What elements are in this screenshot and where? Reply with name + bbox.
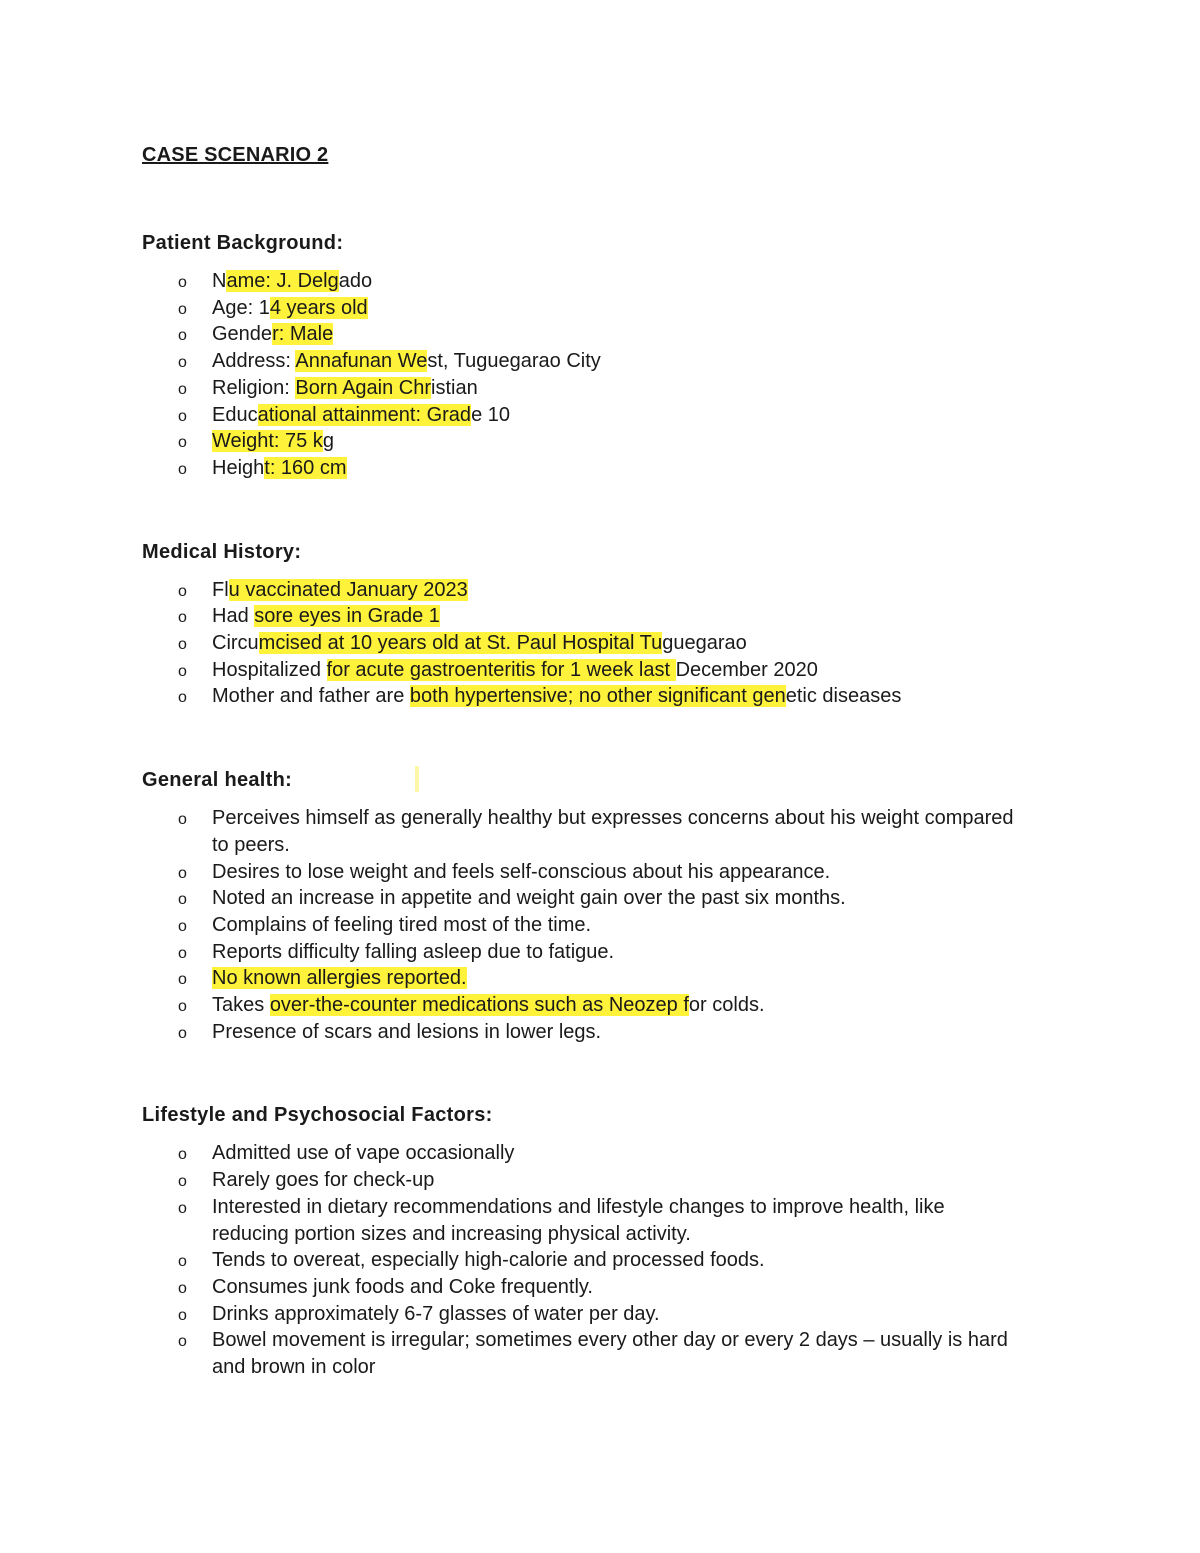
list-item <box>142 657 1042 684</box>
list-item <box>142 428 1042 455</box>
section-heading: Medical History: <box>142 540 302 563</box>
bullet-icon: o <box>178 460 187 478</box>
item-text: N <box>212 270 227 292</box>
item-text: Religion: <box>212 376 296 399</box>
item-text: Consumes junk foods and Coke frequently. <box>212 1275 593 1298</box>
section-general-health <box>142 765 1042 1045</box>
list-item <box>142 577 1042 604</box>
highlighted-text: u vaccinated January 2023 <box>228 578 468 601</box>
item-text: Drinks approximately 6-7 glasses of water per day. <box>212 1302 660 1325</box>
item-text: etic diseases <box>785 685 902 708</box>
item-text: guegarao <box>662 632 747 655</box>
bullet-icon: o <box>178 636 187 654</box>
item-text: Noted an increase in appetite and weight gain over the past six months. <box>212 887 846 910</box>
highlighted-text: over-the-counter medications such as Neozep f <box>269 994 689 1017</box>
item-text: Mother and father are <box>212 685 410 708</box>
list-item <box>142 1194 1042 1247</box>
list-item <box>142 402 1042 429</box>
item-text: e 10 <box>471 403 510 426</box>
list-item <box>142 1140 1042 1167</box>
bullet-icon: o <box>178 380 187 398</box>
item-text: Complains of feeling tired most of the time. <box>212 913 592 936</box>
list-item <box>142 912 1042 939</box>
item-text: Hospitalized <box>212 658 327 681</box>
bullet-icon: o <box>178 971 187 989</box>
bullet-icon: o <box>178 944 187 962</box>
list-item <box>142 295 1042 322</box>
list-item <box>142 375 1042 402</box>
highlighted-text: for acute gastroenteritis for 1 week last <box>326 658 676 681</box>
section-lifestyle-psychosocial <box>142 1100 1042 1380</box>
bullet-icon: o <box>178 434 187 452</box>
highlighted-text: ame: J. Delg <box>226 270 339 292</box>
highlighted-text: Annafunan We <box>295 350 428 373</box>
item-text: Age: 1 <box>212 296 270 319</box>
item-text: istian <box>431 376 478 399</box>
list-item <box>142 348 1042 375</box>
list-item <box>142 1301 1042 1328</box>
highlighted-text: Born Again Chr <box>295 376 432 399</box>
section-heading: Patient Background: <box>142 232 344 254</box>
item-text: Takes <box>212 994 270 1017</box>
bullet-icon: o <box>178 582 187 600</box>
bullet-icon: o <box>178 300 187 318</box>
highlighted-text: r: Male <box>272 323 334 346</box>
item-text: Bowel movement is irregular; sometimes every other day or every 2 days – usually is hard and brown in color <box>212 1329 1008 1379</box>
item-text: Address: <box>212 350 296 373</box>
document-page <box>142 140 1042 1381</box>
list-item <box>142 268 1042 295</box>
bullet-icon: o <box>178 1146 187 1164</box>
list-item <box>142 965 1042 992</box>
bullet-icon: o <box>178 327 187 345</box>
highlighted-text: mcised at 10 years old at St. Paul Hospital Tu <box>258 632 663 655</box>
bullet-icon: o <box>178 891 187 909</box>
list-item <box>142 683 1042 710</box>
bullet-icon: o <box>178 689 187 707</box>
bullet-icon: o <box>178 609 187 627</box>
section-heading: Lifestyle and Psychosocial Factors: <box>142 1104 493 1127</box>
item-text: Reports difficulty falling asleep due to fatigue. <box>212 940 615 963</box>
bullet-icon: o <box>178 1024 187 1042</box>
bullet-icon: o <box>178 1173 187 1191</box>
item-text: Presence of scars and lesions in lower legs. <box>212 1020 602 1043</box>
item-text: ado <box>338 270 373 292</box>
item-text: Tends to overeat, especially high-calorie and processed foods. <box>212 1249 765 1272</box>
list-item <box>142 1019 1042 1046</box>
bullet-icon: o <box>178 354 187 372</box>
list-item <box>142 1274 1042 1301</box>
section-heading: General health: <box>142 769 293 792</box>
item-text: g <box>322 430 334 453</box>
bullet-icon: o <box>178 1306 187 1324</box>
bullet-icon: o <box>178 662 187 680</box>
list-item <box>142 805 1042 858</box>
list-item <box>142 455 1042 482</box>
bullet-icon: o <box>178 917 187 935</box>
list-item <box>142 1247 1042 1274</box>
list-item <box>142 1327 1042 1380</box>
list-item <box>142 1167 1042 1194</box>
list-item <box>142 630 1042 657</box>
section-medical-history <box>142 537 1042 711</box>
bullet-icon: o <box>178 1199 187 1217</box>
item-list <box>142 1140 1042 1380</box>
list-item <box>142 939 1042 966</box>
section-patient-background <box>142 228 1042 482</box>
bullet-icon: o <box>178 1333 187 1351</box>
document-title: CASE SCENARIO 2 <box>142 144 329 166</box>
bullet-icon: o <box>178 864 187 882</box>
item-text: Circu <box>212 632 259 655</box>
highlighted-text: both hypertensive; no other significant gen <box>409 685 786 708</box>
item-text: Heigh <box>212 456 265 479</box>
highlighted-text: ational attainment: Grad <box>257 403 472 426</box>
item-text: Desires to lose weight and feels self-conscious about his appearance. <box>212 860 831 883</box>
item-text: Had <box>212 605 255 628</box>
highlighted-text: 4 years old <box>269 296 368 319</box>
item-text: or colds. <box>688 994 765 1017</box>
item-text: Gende <box>212 323 273 346</box>
item-text: Admitted use of vape occasionally <box>212 1142 515 1165</box>
item-text: st, Tuguegarao City <box>427 350 601 373</box>
item-list <box>142 805 1042 1045</box>
highlighted-text: No known allergies reported. <box>212 967 467 990</box>
item-text: Rarely goes for check-up <box>212 1169 435 1192</box>
bullet-icon: o <box>178 998 187 1016</box>
bullet-icon: o <box>178 1279 187 1297</box>
item-text: Fl <box>212 578 229 601</box>
list-item <box>142 859 1042 886</box>
highlighted-text: t: 160 cm <box>264 456 347 479</box>
bullet-icon: o <box>178 407 187 425</box>
item-text: Perceives himself as generally healthy but expresses concerns about his weight compared to peers. <box>212 807 1014 856</box>
list-item <box>142 885 1042 912</box>
list-item <box>142 603 1042 630</box>
item-text: Educ <box>212 403 258 426</box>
highlighted-text: Weight: 75 k <box>212 430 323 453</box>
list-item <box>142 992 1042 1019</box>
item-list <box>142 268 1042 482</box>
list-item <box>142 321 1042 348</box>
item-list <box>142 577 1042 711</box>
bullet-icon: o <box>178 811 187 829</box>
highlighted-text: sore eyes in Grade 1 <box>254 605 440 628</box>
item-text: December 2020 <box>675 658 818 681</box>
bullet-icon: o <box>178 274 187 291</box>
bullet-icon: o <box>178 1253 187 1271</box>
item-text: Interested in dietary recommendations and lifestyle changes to improve health, like reducing portion sizes and increasing physical activity. <box>212 1195 945 1245</box>
